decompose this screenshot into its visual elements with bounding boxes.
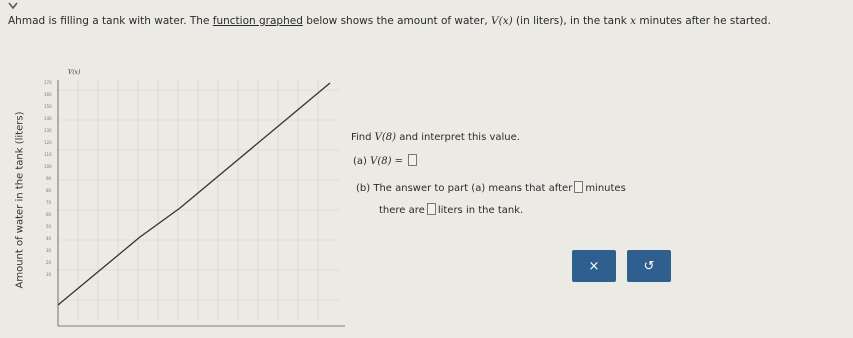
y-tick-label: 40 — [46, 236, 52, 241]
y-tick-label: 70 — [46, 200, 52, 205]
y-tick-label: 120 — [44, 140, 52, 145]
y-tick-label: 60 — [46, 212, 52, 217]
part-b-label: (b) The answer to part (a) means that after — [356, 183, 573, 194]
answer-b-minutes-input[interactable] — [574, 181, 583, 193]
part-b-there: there are — [379, 205, 425, 216]
y-tick-label: 160 — [44, 92, 52, 97]
question-part2: below shows the amount of water, — [302, 15, 492, 27]
answer-b-liters-input[interactable] — [427, 203, 436, 215]
find-text: Find — [351, 132, 375, 143]
part-a — [353, 154, 419, 167]
part-a-func: V(8) = — [370, 156, 407, 167]
y-tick-label: 140 — [44, 116, 52, 121]
question-var: x — [630, 15, 637, 27]
find-prompt — [351, 132, 520, 143]
function-graphed-link[interactable]: function graphed — [212, 15, 303, 27]
graph-line — [58, 83, 330, 305]
clear-button[interactable]: × — [572, 250, 616, 282]
y-tick-label: 130 — [44, 128, 52, 133]
y-tick-label: 50 — [46, 224, 52, 229]
question-part3: (in liters), in the tank — [512, 15, 631, 27]
part-b-minutes: minutes — [585, 183, 626, 194]
undo-button[interactable]: ↺ — [627, 250, 671, 282]
grid — [58, 80, 340, 320]
y-tick-label: 90 — [46, 176, 52, 181]
y-tick-label: 100 — [44, 164, 52, 169]
y-tick-label: 110 — [44, 152, 52, 157]
question-part1: Ahmad is filling a tank with water. The — [8, 15, 213, 27]
chevron-down-icon[interactable] — [6, 0, 20, 12]
y-tick-label: 30 — [46, 248, 52, 253]
value-axis-label: V(x) — [68, 69, 81, 76]
y-tick-label: 10 — [46, 272, 52, 277]
y-axis-label: Amount of water in the tank (liters) — [14, 111, 26, 289]
find-rest: and interpret this value. — [396, 132, 520, 143]
part-b-line2 — [379, 203, 523, 216]
find-func: V(8) — [374, 132, 397, 143]
y-tick-label: 80 — [46, 188, 52, 193]
y-tick-label: 170 — [44, 80, 52, 85]
question-part4: minutes after he started. — [636, 15, 771, 27]
graph — [0, 50, 350, 338]
answer-a-input[interactable] — [408, 154, 417, 166]
part-b-liters: liters in the tank. — [437, 205, 524, 216]
y-tick-label: 150 — [44, 104, 52, 109]
part-a-label: (a) — [353, 156, 371, 167]
question-func: V(x) — [491, 15, 513, 27]
part-b-line1 — [356, 181, 626, 194]
question-text — [8, 15, 853, 27]
y-tick-label: 20 — [46, 260, 52, 265]
